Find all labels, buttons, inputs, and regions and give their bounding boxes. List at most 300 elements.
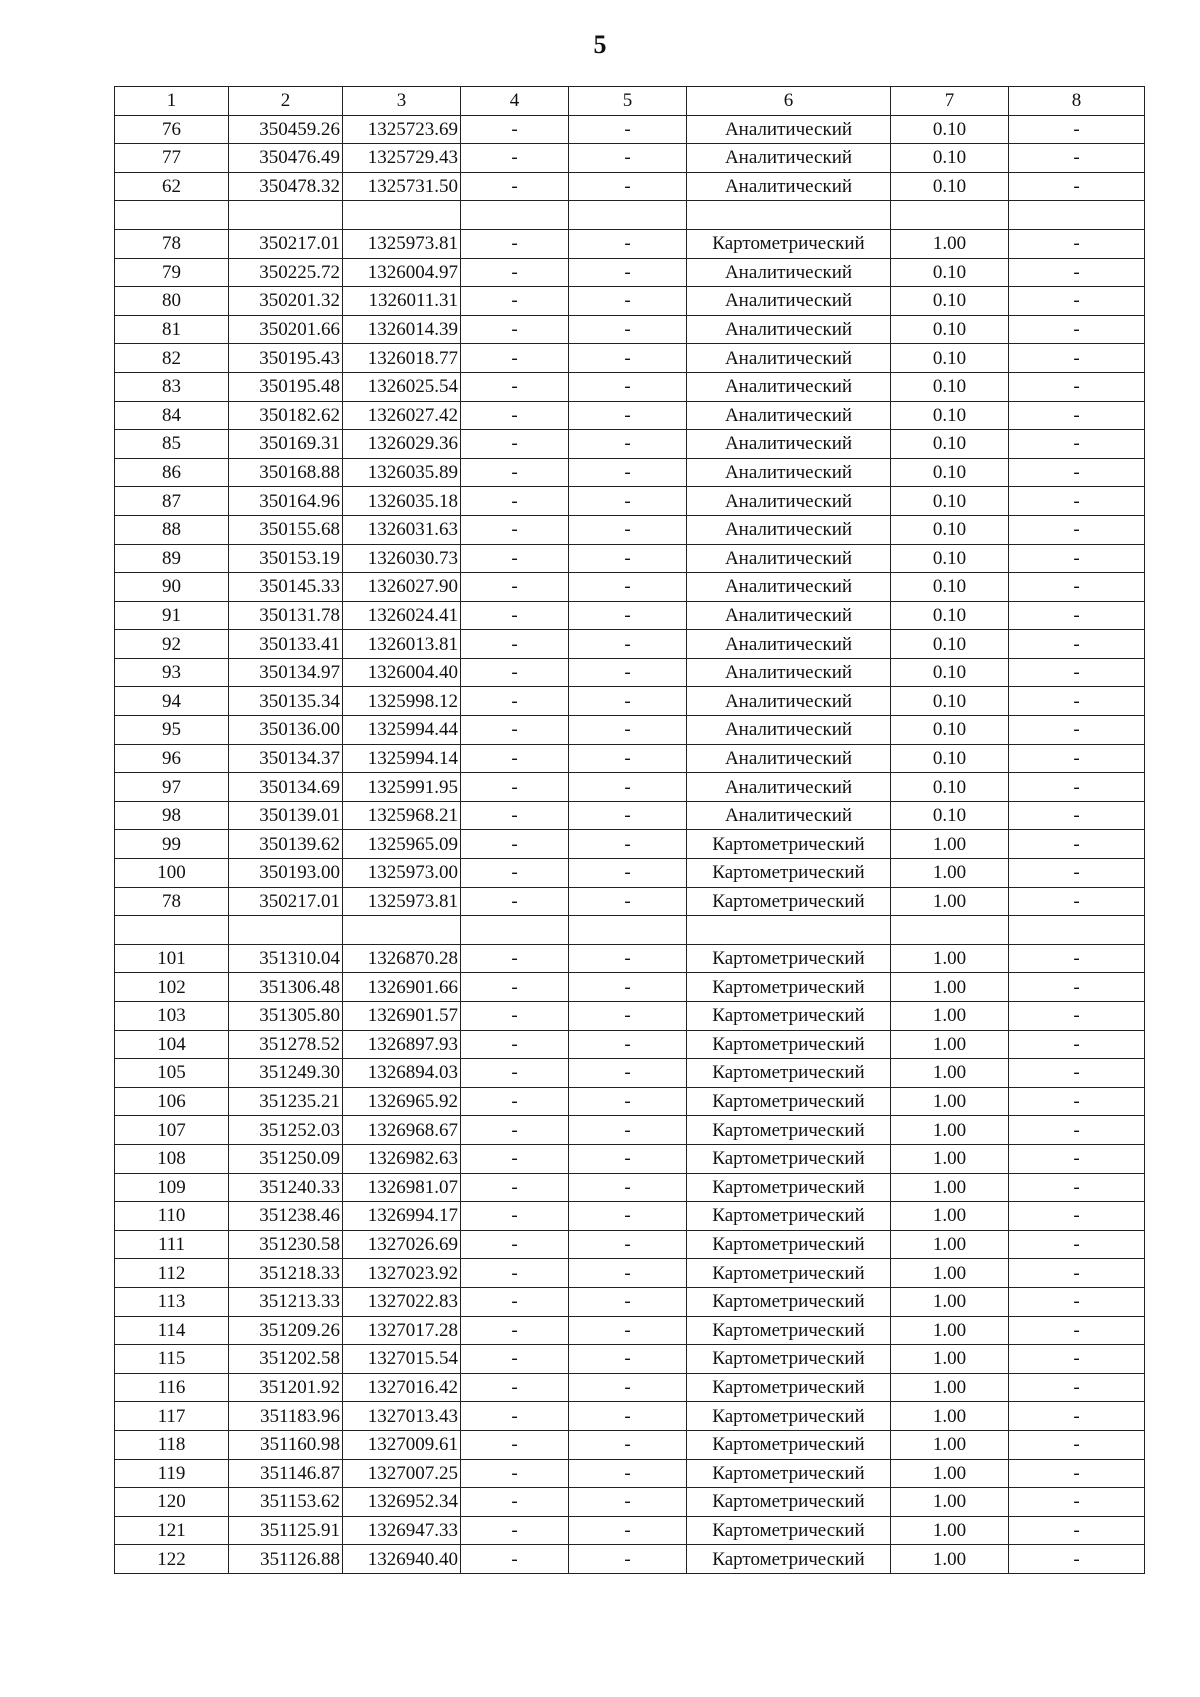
table-cell-col-5: -	[569, 430, 687, 459]
table-cell-col-2: 351306.48	[229, 973, 343, 1002]
table-cell-col-7: 0.10	[891, 544, 1009, 573]
table-cell-col-6: Картометрический	[687, 973, 891, 1002]
table-cell-col-1: 91	[115, 601, 229, 630]
table-cell-col-1: 101	[115, 944, 229, 973]
table-cell-col-3: 1325998.12	[343, 687, 461, 716]
table-cell-col-6: Аналитический	[687, 630, 891, 659]
table-cell-col-7: 1.00	[891, 1316, 1009, 1345]
table-cell-col-3: 1326025.54	[343, 372, 461, 401]
table-cell-col-2: 350134.97	[229, 658, 343, 687]
table-cell-col-5: -	[569, 287, 687, 316]
table-cell-col-4: -	[461, 716, 569, 745]
table-cell-col-7: 1.00	[891, 1002, 1009, 1031]
table-cell-col-1: 102	[115, 973, 229, 1002]
table-cell-col-3: 1326952.34	[343, 1488, 461, 1517]
table-cell-col-5: -	[569, 1202, 687, 1231]
table-cell-col-6: Картометрический	[687, 1259, 891, 1288]
table-cell-col-3: 1326031.63	[343, 515, 461, 544]
table-cell-col-2: 351202.58	[229, 1345, 343, 1374]
table-cell-col-5: -	[569, 1316, 687, 1345]
table-cell-col-3	[343, 916, 461, 945]
table-cell-col-4: -	[461, 544, 569, 573]
table-cell-col-2: 351240.33	[229, 1173, 343, 1202]
table-cell-col-4: -	[461, 344, 569, 373]
table-cell-col-3: 1327017.28	[343, 1316, 461, 1345]
table-cell-col-1: 77	[115, 144, 229, 173]
table-cell-col-4	[461, 916, 569, 945]
table-cell-col-8: -	[1009, 1144, 1145, 1173]
table-cell-col-5: -	[569, 144, 687, 173]
table-cell-col-7: 0.10	[891, 573, 1009, 602]
table-cell-col-2: 350182.62	[229, 401, 343, 430]
table-cell-col-8: -	[1009, 115, 1145, 144]
table-cell-col-6: Аналитический	[687, 658, 891, 687]
table-cell-col-1: 99	[115, 830, 229, 859]
page-number: 5	[593, 30, 607, 59]
table-cell-col-6: Картометрический	[687, 1488, 891, 1517]
table-cell-col-4: -	[461, 859, 569, 888]
table-cell-col-1: 81	[115, 315, 229, 344]
table-cell-col-6: Картометрический	[687, 1173, 891, 1202]
table-cell-col-7: 1.00	[891, 1230, 1009, 1259]
table-cell-col-7: 0.10	[891, 458, 1009, 487]
table-cell-col-1: 113	[115, 1287, 229, 1316]
table-cell-col-3: 1327015.54	[343, 1345, 461, 1374]
table-cell-col-3: 1326024.41	[343, 601, 461, 630]
table-cell-col-1: 85	[115, 430, 229, 459]
table-cell-col-3: 1325731.50	[343, 172, 461, 201]
table-row	[115, 315, 1145, 344]
table-cell-col-4: -	[461, 573, 569, 602]
table-cell-col-8: -	[1009, 944, 1145, 973]
table-cell-col-4: -	[461, 887, 569, 916]
table-cell-col-2: 350139.01	[229, 801, 343, 830]
table-cell-col-5: -	[569, 801, 687, 830]
table-cell-col-8: -	[1009, 1287, 1145, 1316]
table-cell-col-2: 350476.49	[229, 144, 343, 173]
coordinates-table	[114, 86, 1145, 1574]
table-row	[115, 830, 1145, 859]
table-cell-col-5: -	[569, 744, 687, 773]
table-cell-col-3: 1326013.81	[343, 630, 461, 659]
table-cell-col-4: -	[461, 1488, 569, 1517]
table-cell-col-6: Картометрический	[687, 1402, 891, 1431]
table-cell-col-3: 1327023.92	[343, 1259, 461, 1288]
table-cell-col-2: 351146.87	[229, 1459, 343, 1488]
table-cell-col-7: 0.10	[891, 801, 1009, 830]
table-cell-col-4: -	[461, 287, 569, 316]
table-cell-col-1	[115, 201, 229, 230]
table-cell-col-1: 110	[115, 1202, 229, 1231]
table-cell-col-6: Аналитический	[687, 287, 891, 316]
table-cell-col-6: Аналитический	[687, 372, 891, 401]
table-cell-col-3: 1326004.40	[343, 658, 461, 687]
table-cell-col-4: -	[461, 1316, 569, 1345]
table-cell-col-4: -	[461, 487, 569, 516]
table-cell-col-2: 351160.98	[229, 1430, 343, 1459]
table-cell-col-7: 1.00	[891, 229, 1009, 258]
table-cell-col-8: -	[1009, 859, 1145, 888]
table-cell-col-5: -	[569, 458, 687, 487]
table-cell-col-3: 1326965.92	[343, 1087, 461, 1116]
table-cell-col-6: Картометрический	[687, 1516, 891, 1545]
table-cell-col-2: 350217.01	[229, 887, 343, 916]
table-cell-col-8: -	[1009, 258, 1145, 287]
table-cell-col-7: 0.10	[891, 144, 1009, 173]
table-cell-col-5	[569, 201, 687, 230]
table-cell-col-6: Аналитический	[687, 744, 891, 773]
table-cell-col-4: -	[461, 944, 569, 973]
table-row	[115, 487, 1145, 516]
table-cell-col-1: 82	[115, 344, 229, 373]
table-cell-col-2: 351126.88	[229, 1545, 343, 1574]
table-cell-col-3: 1327013.43	[343, 1402, 461, 1431]
table-cell-col-7: 1.00	[891, 1173, 1009, 1202]
table-cell-col-7: 1.00	[891, 1516, 1009, 1545]
table-cell-col-7: 1.00	[891, 1430, 1009, 1459]
column-header-5: 5	[569, 87, 687, 116]
table-cell-col-2: 350134.69	[229, 773, 343, 802]
table-cell-col-6: Картометрический	[687, 1459, 891, 1488]
table-cell-col-8: -	[1009, 716, 1145, 745]
table-cell-col-2: 351230.58	[229, 1230, 343, 1259]
table-cell-col-3: 1327026.69	[343, 1230, 461, 1259]
table-cell-col-2: 351238.46	[229, 1202, 343, 1231]
table-cell-col-2: 351310.04	[229, 944, 343, 973]
table-cell-col-5: -	[569, 573, 687, 602]
table-cell-col-7: 1.00	[891, 1488, 1009, 1517]
table-row	[115, 1259, 1145, 1288]
table-separator-row	[115, 916, 1145, 945]
table-cell-col-6: Картометрический	[687, 1202, 891, 1231]
table-row	[115, 458, 1145, 487]
table-cell-col-3: 1326981.07	[343, 1173, 461, 1202]
table-cell-col-3: 1326947.33	[343, 1516, 461, 1545]
table-row	[115, 344, 1145, 373]
table-cell-col-6: Аналитический	[687, 115, 891, 144]
table-cell-col-8: -	[1009, 1430, 1145, 1459]
table-cell-col-5: -	[569, 1059, 687, 1088]
table-row	[115, 1116, 1145, 1145]
table-cell-col-1: 92	[115, 630, 229, 659]
table-row	[115, 1144, 1145, 1173]
table-cell-col-4: -	[461, 1516, 569, 1545]
table-cell-col-4: -	[461, 1287, 569, 1316]
table-cell-col-7: 0.10	[891, 773, 1009, 802]
table-cell-col-4: -	[461, 315, 569, 344]
table-cell-col-2: 350134.37	[229, 744, 343, 773]
table-cell-col-1: 117	[115, 1402, 229, 1431]
table-cell-col-8: -	[1009, 172, 1145, 201]
table-cell-col-2: 350478.32	[229, 172, 343, 201]
table-cell-col-5: -	[569, 859, 687, 888]
table-cell-col-8: -	[1009, 744, 1145, 773]
table-cell-col-7: 1.00	[891, 944, 1009, 973]
table-cell-col-1: 78	[115, 229, 229, 258]
table-cell-col-6: Аналитический	[687, 687, 891, 716]
table-cell-col-4: -	[461, 144, 569, 173]
table-cell-col-4: -	[461, 1402, 569, 1431]
table-cell-col-3: 1327016.42	[343, 1373, 461, 1402]
table-cell-col-6: Картометрический	[687, 1230, 891, 1259]
table-cell-col-4: -	[461, 630, 569, 659]
table-row	[115, 1316, 1145, 1345]
table-cell-col-4: -	[461, 658, 569, 687]
table-cell-col-6: Картометрический	[687, 229, 891, 258]
table-cell-col-6: Аналитический	[687, 172, 891, 201]
table-row	[115, 544, 1145, 573]
table-cell-col-7: 0.10	[891, 716, 1009, 745]
table-cell-col-4: -	[461, 1087, 569, 1116]
table-cell-col-4: -	[461, 601, 569, 630]
table-cell-col-2: 351125.91	[229, 1516, 343, 1545]
table-cell-col-3: 1325973.81	[343, 887, 461, 916]
table-cell-col-4: -	[461, 1173, 569, 1202]
table-cell-col-5: -	[569, 1516, 687, 1545]
table-cell-col-5: -	[569, 1488, 687, 1517]
table-cell-col-3: 1325994.14	[343, 744, 461, 773]
table-cell-col-5: -	[569, 687, 687, 716]
table-separator-row	[115, 201, 1145, 230]
table-cell-col-2: 351201.92	[229, 1373, 343, 1402]
table-cell-col-7: 0.10	[891, 287, 1009, 316]
table-row	[115, 1059, 1145, 1088]
table-cell-col-1: 89	[115, 544, 229, 573]
table-cell-col-8: -	[1009, 430, 1145, 459]
table-row	[115, 1230, 1145, 1259]
table-cell-col-6	[687, 201, 891, 230]
table-cell-col-3: 1325729.43	[343, 144, 461, 173]
table-cell-col-8: -	[1009, 1116, 1145, 1145]
table-cell-col-2: 350136.00	[229, 716, 343, 745]
table-cell-col-5: -	[569, 830, 687, 859]
table-cell-col-8: -	[1009, 887, 1145, 916]
table-cell-col-2: 350164.96	[229, 487, 343, 516]
table-cell-col-6: Аналитический	[687, 430, 891, 459]
table-cell-col-5: -	[569, 401, 687, 430]
table-cell-col-6: Картометрический	[687, 887, 891, 916]
table-cell-col-8: -	[1009, 1059, 1145, 1088]
column-header-6: 6	[687, 87, 891, 116]
table-cell-col-2	[229, 201, 343, 230]
table-cell-col-3: 1326901.66	[343, 973, 461, 1002]
table-cell-col-3: 1326035.89	[343, 458, 461, 487]
column-header-3: 3	[343, 87, 461, 116]
table-cell-col-2: 350195.43	[229, 344, 343, 373]
table-row	[115, 1002, 1145, 1031]
table-cell-col-7: 1.00	[891, 1202, 1009, 1231]
table-cell-col-1: 111	[115, 1230, 229, 1259]
table-cell-col-5: -	[569, 1173, 687, 1202]
table-row	[115, 658, 1145, 687]
table-cell-col-2: 351249.30	[229, 1059, 343, 1088]
table-cell-col-2: 350225.72	[229, 258, 343, 287]
table-cell-col-6: Картометрический	[687, 1345, 891, 1374]
table-cell-col-7: 1.00	[891, 1087, 1009, 1116]
table-cell-col-4: -	[461, 1259, 569, 1288]
table-cell-col-8: -	[1009, 1402, 1145, 1431]
table-cell-col-4: -	[461, 458, 569, 487]
table-cell-col-3: 1326027.90	[343, 573, 461, 602]
table-cell-col-2: 350153.19	[229, 544, 343, 573]
table-row	[115, 115, 1145, 144]
table-cell-col-1: 90	[115, 573, 229, 602]
table-cell-col-4: -	[461, 1144, 569, 1173]
table-cell-col-2: 351305.80	[229, 1002, 343, 1031]
table-cell-col-4: -	[461, 430, 569, 459]
table-cell-col-7: 1.00	[891, 859, 1009, 888]
table-cell-col-8: -	[1009, 630, 1145, 659]
table-cell-col-7: 0.10	[891, 258, 1009, 287]
table-cell-col-5: -	[569, 944, 687, 973]
table-cell-col-2: 350201.66	[229, 315, 343, 344]
column-header-4: 4	[461, 87, 569, 116]
table-cell-col-7: 1.00	[891, 1345, 1009, 1374]
table-cell-col-6: Картометрический	[687, 830, 891, 859]
table-row	[115, 1087, 1145, 1116]
table-cell-col-6: Картометрический	[687, 1116, 891, 1145]
table-cell-col-5: -	[569, 658, 687, 687]
table-cell-col-5: -	[569, 172, 687, 201]
table-cell-col-6: Аналитический	[687, 773, 891, 802]
table-cell-col-5: -	[569, 1345, 687, 1374]
table-cell-col-4: -	[461, 1545, 569, 1574]
table-cell-col-1: 78	[115, 887, 229, 916]
table-cell-col-4: -	[461, 1230, 569, 1259]
table-row	[115, 601, 1145, 630]
table-cell-col-5: -	[569, 1430, 687, 1459]
column-header-8: 8	[1009, 87, 1145, 116]
table-cell-col-8: -	[1009, 515, 1145, 544]
table-cell-col-1: 122	[115, 1545, 229, 1574]
table-cell-col-2: 350168.88	[229, 458, 343, 487]
table-cell-col-7: 1.00	[891, 887, 1009, 916]
table-cell-col-4: -	[461, 1459, 569, 1488]
table-cell-col-6: Аналитический	[687, 487, 891, 516]
table-cell-col-1: 79	[115, 258, 229, 287]
table-cell-col-3	[343, 201, 461, 230]
table-cell-col-8	[1009, 201, 1145, 230]
table-cell-col-1: 114	[115, 1316, 229, 1345]
table-cell-col-5: -	[569, 1545, 687, 1574]
table-cell-col-2: 350145.33	[229, 573, 343, 602]
table-cell-col-7: 0.10	[891, 658, 1009, 687]
table-cell-col-4: -	[461, 172, 569, 201]
table-cell-col-5: -	[569, 515, 687, 544]
table-cell-col-4: -	[461, 1202, 569, 1231]
table-cell-col-4: -	[461, 515, 569, 544]
table-cell-col-1: 96	[115, 744, 229, 773]
table-cell-col-6: Аналитический	[687, 144, 891, 173]
table-cell-col-5: -	[569, 344, 687, 373]
table-cell-col-7: 0.10	[891, 372, 1009, 401]
table-row	[115, 573, 1145, 602]
table-row	[115, 1459, 1145, 1488]
table-cell-col-7: 1.00	[891, 1402, 1009, 1431]
table-cell-col-4: -	[461, 801, 569, 830]
table-cell-col-1: 119	[115, 1459, 229, 1488]
table-cell-col-2: 350459.26	[229, 115, 343, 144]
table-cell-col-7: 0.10	[891, 630, 1009, 659]
table-cell-col-8: -	[1009, 658, 1145, 687]
table-cell-col-1: 121	[115, 1516, 229, 1545]
table-cell-col-7: 1.00	[891, 1059, 1009, 1088]
table-row	[115, 1287, 1145, 1316]
table-cell-col-1: 116	[115, 1373, 229, 1402]
table-cell-col-3: 1326027.42	[343, 401, 461, 430]
table-cell-col-5: -	[569, 973, 687, 1002]
table-cell-col-5: -	[569, 1030, 687, 1059]
table-row	[115, 973, 1145, 1002]
table-cell-col-3: 1326029.36	[343, 430, 461, 459]
table-cell-col-8: -	[1009, 773, 1145, 802]
table-row	[115, 859, 1145, 888]
table-cell-col-8: -	[1009, 801, 1145, 830]
table-cell-col-5: -	[569, 372, 687, 401]
table-row	[115, 515, 1145, 544]
table-cell-col-6: Картометрический	[687, 1545, 891, 1574]
table-cell-col-1: 94	[115, 687, 229, 716]
table-cell-col-6: Аналитический	[687, 716, 891, 745]
table-cell-col-1: 103	[115, 1002, 229, 1031]
table-cell-col-1: 62	[115, 172, 229, 201]
table-cell-col-2: 350131.78	[229, 601, 343, 630]
table-cell-col-1: 105	[115, 1059, 229, 1088]
table-cell-col-7: 0.10	[891, 344, 1009, 373]
table-row	[115, 1516, 1145, 1545]
table-cell-col-7: 0.10	[891, 687, 1009, 716]
table-cell-col-4: -	[461, 401, 569, 430]
table-cell-col-5: -	[569, 773, 687, 802]
table-cell-col-6: Картометрический	[687, 1287, 891, 1316]
table-cell-col-1: 86	[115, 458, 229, 487]
table-cell-col-4: -	[461, 258, 569, 287]
table-cell-col-1: 118	[115, 1430, 229, 1459]
table-cell-col-1: 83	[115, 372, 229, 401]
table-cell-col-4: -	[461, 1059, 569, 1088]
table-cell-col-8: -	[1009, 1345, 1145, 1374]
table-cell-col-3: 1326035.18	[343, 487, 461, 516]
table-cell-col-1: 115	[115, 1345, 229, 1374]
table-cell-col-5: -	[569, 1144, 687, 1173]
table-cell-col-3: 1326014.39	[343, 315, 461, 344]
table-cell-col-2	[229, 916, 343, 945]
table-cell-col-6: Картометрический	[687, 1087, 891, 1116]
table-cell-col-2: 350195.48	[229, 372, 343, 401]
table-cell-col-6: Картометрический	[687, 1030, 891, 1059]
table-row	[115, 1488, 1145, 1517]
table-cell-col-3: 1327009.61	[343, 1430, 461, 1459]
table-cell-col-6: Аналитический	[687, 315, 891, 344]
table-cell-col-8: -	[1009, 1087, 1145, 1116]
table-cell-col-5: -	[569, 601, 687, 630]
table-cell-col-5: -	[569, 1259, 687, 1288]
table-cell-col-8: -	[1009, 544, 1145, 573]
table-row	[115, 287, 1145, 316]
table-cell-col-5: -	[569, 115, 687, 144]
table-cell-col-4: -	[461, 830, 569, 859]
table-cell-col-8: -	[1009, 229, 1145, 258]
table-cell-col-3: 1326994.17	[343, 1202, 461, 1231]
table-cell-col-3: 1326004.97	[343, 258, 461, 287]
table-cell-col-8: -	[1009, 1002, 1145, 1031]
table-cell-col-8: -	[1009, 973, 1145, 1002]
table-row	[115, 744, 1145, 773]
table-cell-col-2: 350155.68	[229, 515, 343, 544]
table-cell-col-4: -	[461, 1030, 569, 1059]
table-row	[115, 1402, 1145, 1431]
table-cell-col-1: 112	[115, 1259, 229, 1288]
